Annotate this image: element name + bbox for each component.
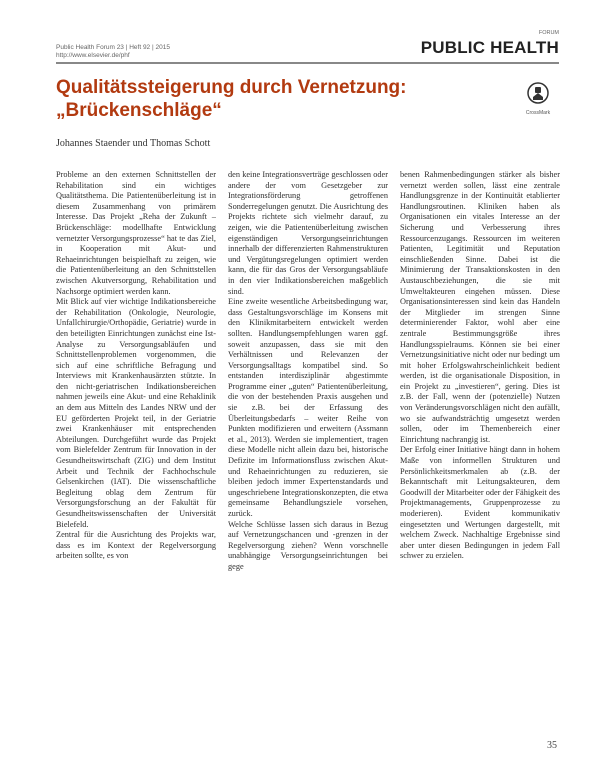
- paragraph: Eine zweite wesentliche Arbeitsbedingung war, dass Gestaltungsvorschläge im Konsens mit den Klinikmitarbeitern entwickelt werden sollten. Handlungsempfehlungen waren ggf. soweit anzupassen, dass sie mit den Verhältnissen und Relevanzen der Versorgungsalltags kompatibel sind. So entstanden interdisziplinär abgestimmte Programme einer „guten“ Patientenüberleitung, die von der bestehenden Praxis ausgehen und sie z.B. bei der Erfassung des Überleitungsbedarfs – weiter Reihe von Punkten modifizieren und erweitern (Assmann et al., 2013). Werden sie implementiert, tragen diese Modelle nicht allein dazu bei, historische Defizite im Informationsfluss zwischen Akut- und Rehaeinrichtungen zu reduzieren, sie bleiben jedoch immer Expertenstandards und ungeschriebene Integrationskonzepten, die etwa gemeinsame Behandlungsziele vorsehen, zurück.: [228, 297, 388, 518]
- paragraph: Welche Schlüsse lassen sich daraus in Bezug auf Vernetzungschancen und -grenzen in der Regelversorgung ziehen? Wenn vorschnelle unabhängige Versorgungseinrichtungen bei gege: [228, 519, 388, 571]
- crossmark-badge[interactable]: [525, 82, 551, 116]
- paragraph: Der Erfolg einer Initiative hängt dann in hohem Maße von informellen Strukturen und Persönlichkeitsmerkmalen ab (z.B. der Bekanntschaft mit Leitungsakteuren, dem Goodwill der Mitarbeiter oder der Fähigkeit des Projektmanagements, Gruppenprozesse zu moderieren). Evident kommunikativ eingesetzten und Wertungen dargestellt, mit welchem Zweck. Nachhaltige Ergebnisse sind aber unter diesen Bedingungen in jedem Fall schwer zu erzielen.: [400, 445, 560, 561]
- journal-meta-line1: Public Health Forum 23 | Heft 92 | 2015: [56, 44, 170, 51]
- paragraph: Zentral für die Ausrichtung des Projekts war, dass es im Kontext der Regelversorgung arbeiten sollte, es von: [56, 530, 216, 561]
- article-title-line1: Qualitätssteigerung durch Vernetzung:: [56, 77, 407, 98]
- article-title: [56, 76, 486, 122]
- journal-meta: [56, 44, 170, 60]
- crossmark-icon: [527, 82, 549, 104]
- page-number: 35: [547, 740, 557, 751]
- text-column-1: [56, 170, 216, 755]
- header-rule: [56, 62, 559, 64]
- body-columns: [56, 170, 560, 755]
- paragraph: benen Rahmenbedingungen stärker als bisher vernetzt werden sollen, lässt eine zentrale Handlungsgrenze in der Kontinuität etablierter Handlungsroutinen. Kliniken haben als Organisationen ein vitales Interesse an der Sicherung und Verbesserung ihres Ressourcenzugangs. Ressourcen im weiteren Patienten, Legitimität und Reputation einschließenden Sinne. Dabei ist die Minimierung der Transaktionskosten in den Austauschbeziehungen, die sie mit Umweltakteuren eingehen müssen. Diese Organisationsinteressen sind kein das Handeln der Mitglieder im strengen Sinne determinierender Faktor, wohl aber eine zentrale Bestimmungsgröße ihres Handlungsspielraums. Können sie bei einer Vernetzungsinitiative nicht oder nur bedingt um mit hoher Erfolgswahrscheinlichkeit bedient werden, ist die organisationale Disposition, in ein Projekt zu „investieren“, gering. Dies ist z.B. der Fall, wenn der (potenzielle) Nutzen von Veränderungsvorschlägen nicht den aufällt, wo sie aufwandsträchtig umgesetzt werden sollen, oder im Themenbereich einer Einrichtung nachrangig ist.: [400, 170, 560, 444]
- authors: Johannes Staender und Thomas Schott: [56, 138, 211, 149]
- article-title-line2: „Brückenschläge“: [56, 100, 222, 121]
- text-column-3: [400, 170, 560, 755]
- journal-brand: PUBLIC HEALTH: [420, 38, 559, 57]
- paragraph: Mit Blick auf vier wichtige Indikationsbereiche der Rehabilitation (Onkologie, Neurologie, Unfallchirurgie/Orthopädie, Geriatrie) wurde in den beteiligten Einrichtungen zunächst eine Ist-Analyse zu Versorgungsabläufen und Schnittstellenproblemen vorgenommen, die sich auf eine schriftliche Befragung und Interviews mit Krankenhausärzten stützte. In den nicht-geriatrischen Indikationsbereichen nahmen jeweils eine Akut- und eine Rehaklinik an dem aus Mitteln des Landes NRW und der EU geförderten Projekt teil, in der Geriatrie zwei Krankenhäuser mit entsprechenden Abteilungen. Durchgeführt wurde das Projekt vom Bielefelder Zentrum für Innovation in der Gesundheitswirtschaft (ZIG) und dem Institut Arbeit und Technik der Fachhochschule Gelsenkirchen (IAT). Die wissenschaftliche Begleitung oblag dem Zentrum für Versorgungsforschung an der Fakultät für Gesundheitswissenschaften der Universität Bielefeld.: [56, 297, 216, 529]
- journal-meta-line2: http://www.elsevier.de/phf: [56, 52, 130, 59]
- crossmark-label: CrossMark: [525, 110, 551, 116]
- paragraph: den keine Integrationsverträge geschlossen oder andere der vom Gesetzgeber zur Integrationsförderung getroffenen Sonderregelungen genutzt. Die Ausrichtung des Projekts richtete sich vielmehr darauf, zu zeigen, wie die Patientenüberleitung zwischen eigenständigen Versorgungseinrichtungen innerhalb der differenzierten Rahmenstrukturen und Vergütungsregelungen optimiert werden kann, die für das Gros der Versorgungsabläufe in den vier Indikationsbereichen maßgeblich sind.: [228, 170, 388, 296]
- brand-small: FORUM: [538, 30, 559, 36]
- text-column-2: [228, 170, 388, 755]
- paragraph: Probleme an den externen Schnittstellen der Rehabilitation sind ein wichtiges Qualitätsthema. Die Patientenüberleitung ist in diesem Zusammenhang von primärem Interesse. Das Projekt „Reha der Zukunft – Brückenschläge: modellhafte Entwicklung vernetzter Versorgungsprozesse“ hat te das Ziel, in Kooperation mit Akut- und Rehaeinrichtungen beispielhaft zu zeigen, wie die Patientenüberleitung an den Schnittstellen zwischen Akutversorgung, Rehabilitation und Nachsorge optimiert werden kann.: [56, 170, 216, 296]
